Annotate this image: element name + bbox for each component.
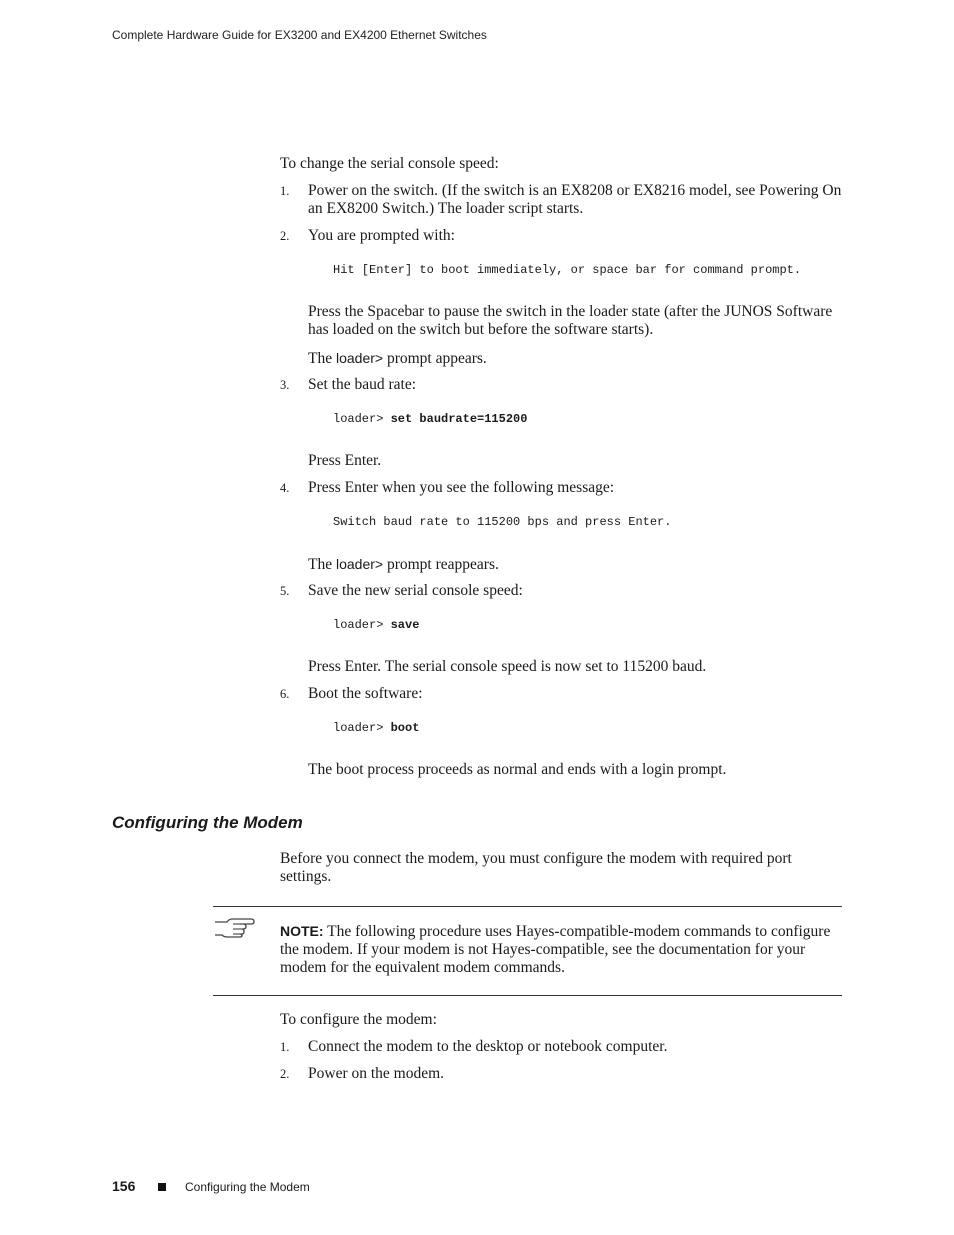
running-header: Complete Hardware Guide for EX3200 and EX4200 Ethernet Switches [112,28,487,42]
note-top-rule [213,906,842,907]
note-body [280,922,845,977]
modem-step-1-text: Connect the modem to the desktop or notebook computer. [308,1038,668,1055]
spacebar-instruction: Press the Spacebar to pause the switch in the loader state (after the JUNOS Software has loaded on the switch but before the software starts). [308,303,833,338]
modem-intro: Before you connect the modem, you must configure the modem with required port settings. [280,850,792,885]
step-3-text: Set the baud rate: [308,376,417,393]
code-boot-prompt-message: Hit [Enter] to boot immediately, or space bar for command prompt. [333,263,802,277]
boot-result-text: The boot process proceeds as normal and ends with a login prompt. [308,761,727,778]
prompt-reappears-line: The loader> prompt reappears. [308,556,499,573]
configure-intro: To configure the modem: [280,1011,437,1028]
press-enter-text: Press Enter. [308,452,382,469]
step-1-text: Power on the switch. (If the switch is an EX8208 or EX8216 model, see Powering On an EX8200 Switch.) The loader script starts. [308,182,842,217]
step-1-number: 1. [280,184,290,198]
speed-intro: To change the serial console speed: [280,155,499,172]
page-number: 156 [112,1178,136,1194]
step-3-number: 3. [280,378,290,392]
note-text: The following procedure uses Hayes-compatible-modem commands to configure the modem. If your modem is not Hayes-compatible, see the documentation for your modem for the equivalent modem commands. [280,923,831,976]
modem-step-2-number: 2. [280,1067,290,1081]
note-bottom-rule [213,995,842,996]
note-label: NOTE: [280,923,324,939]
code-boot: loader> boot [333,721,420,735]
prompt-appears-line: The loader> prompt appears. [308,350,487,367]
modem-step-1-number: 1. [280,1040,290,1054]
footer-square-bullet [158,1183,166,1191]
code-save: loader> save [333,618,420,632]
step-5-text: Save the new serial console speed: [308,582,523,599]
speed-saved-text: Press Enter. The serial console speed is now set to 115200 baud. [308,658,707,675]
loader-prompt-inline: loader> [335,350,384,366]
code-set-baudrate: loader> set baudrate=115200 [333,412,528,426]
loader-prompt-inline: loader> [335,556,384,572]
step-6-number: 6. [280,687,290,701]
step-4-text: Press Enter when you see the following message: [308,479,615,496]
code-switch-baud-message: Switch baud rate to 115200 bps and press Enter. [333,515,672,529]
step-5-number: 5. [280,584,290,598]
footer-section-title: Configuring the Modem [185,1180,310,1194]
step-4-number: 4. [280,481,290,495]
modem-step-2-text: Power on the modem. [308,1065,445,1082]
step-2-text: You are prompted with: [308,227,455,244]
pointing-hand-icon [213,916,255,943]
step-2-number: 2. [280,229,290,243]
step-6-text: Boot the software: [308,685,423,702]
section-heading: Configuring the Modem [112,813,303,832]
